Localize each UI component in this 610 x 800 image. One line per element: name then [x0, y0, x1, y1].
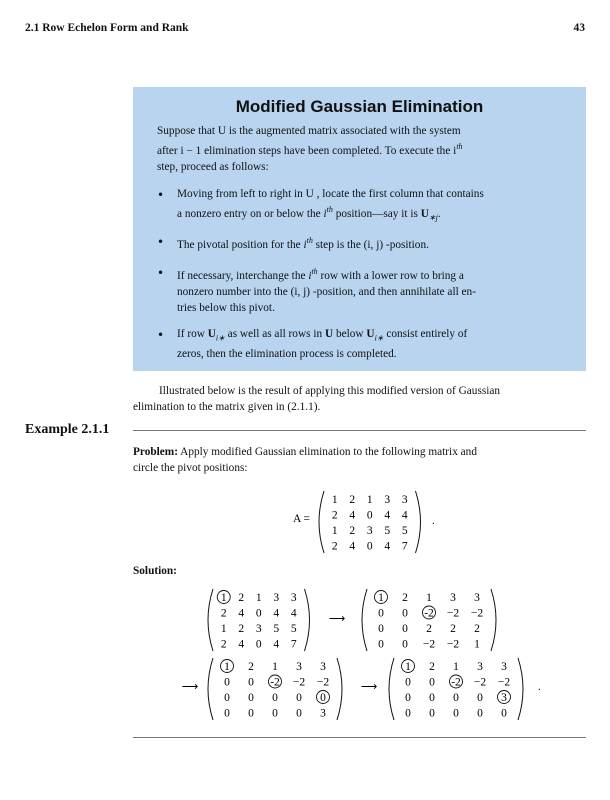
- bullet-icon: •: [157, 266, 165, 280]
- step-2-entry: 0: [378, 607, 384, 620]
- matrix-a-entry: 3: [401, 494, 408, 506]
- matrix-a-entry: 0: [366, 509, 373, 522]
- step-1-entry: 4: [238, 607, 245, 620]
- matrix-a-entry: 5: [401, 525, 408, 537]
- step-2-entry: −2: [446, 638, 460, 651]
- matrix-a-entry: 1: [366, 494, 373, 506]
- intro-line-1: Suppose that U is the augmented matrix associated with the system: [157, 125, 461, 137]
- step-3-right-paren: [337, 658, 342, 720]
- step-3-entry: 0: [248, 676, 254, 689]
- step-3-left-paren: [208, 658, 213, 720]
- step-3-entry: 3: [320, 707, 326, 720]
- solution-label: Solution:: [133, 565, 177, 577]
- page-number: 43: [573, 22, 585, 34]
- step-3-entry: 0: [224, 707, 230, 720]
- step-2-entry: 1: [426, 592, 432, 604]
- problem-label: Problem:: [133, 446, 178, 458]
- step-4-entry: 0: [405, 707, 411, 720]
- step-4-entry: 0: [453, 692, 459, 704]
- matrix-a-entry: 4: [349, 540, 356, 553]
- step-4-entry: 1: [453, 661, 459, 673]
- problem-paragraph: Problem: Apply modified Gaussian elimination to the following matrix and circle the pivot positions:: [133, 446, 477, 474]
- arrow-icon: ⟶: [360, 681, 378, 693]
- matrix-a-entry: 1: [331, 494, 338, 506]
- matrix-a-entry: 4: [384, 509, 391, 522]
- step-3-entry: 3: [320, 661, 326, 673]
- step-2-entry: 0: [378, 638, 384, 651]
- step-4-entry: -2: [451, 676, 461, 689]
- step-3-entry: 0: [224, 692, 230, 704]
- step-4-left-paren: [389, 658, 394, 720]
- step-1-entry: 1: [220, 592, 227, 604]
- example-rule: [133, 430, 586, 431]
- step-3-entry: 0: [272, 707, 278, 720]
- matrix-name: A =: [292, 513, 310, 525]
- step-2-entry: 3: [474, 592, 480, 604]
- running-header: [25, 22, 585, 38]
- arrow-icon: ⟶: [181, 681, 199, 693]
- arrow-icon: ⟶: [328, 613, 346, 625]
- step-2-entry: 0: [378, 623, 384, 635]
- step-3-entry: 1: [224, 661, 230, 673]
- step-1-entry: 3: [273, 592, 280, 604]
- step-3-entry: 0: [248, 707, 254, 720]
- step-4-entry: 3: [477, 661, 483, 673]
- step-1-entry: 4: [273, 607, 280, 620]
- step-1-entry: 7: [290, 638, 297, 651]
- matrix-a-entry: 3: [366, 525, 373, 537]
- step-4-entry: 0: [477, 707, 483, 720]
- matrix-a-entry: 4: [401, 509, 408, 522]
- definition-box: [133, 87, 586, 371]
- step-1-entry: 0: [255, 638, 262, 651]
- step-4-entry: −2: [497, 676, 511, 689]
- step-2-entry: 2: [402, 592, 408, 604]
- matrix-figure: [0, 480, 610, 720]
- step-1-entry: 2: [238, 623, 245, 635]
- step-3-entry: 1: [272, 661, 278, 673]
- step-3-entry: 0: [248, 692, 254, 704]
- step-1-entry: 2: [220, 607, 227, 620]
- matrix-a-entry: 0: [366, 540, 373, 553]
- step-1-entry: 3: [255, 623, 262, 635]
- box-title: Modified Gaussian Elimination: [235, 97, 484, 116]
- step-4-entry: 0: [429, 676, 435, 689]
- step-2-entry: 0: [402, 638, 408, 651]
- bullet-icon: •: [157, 235, 165, 249]
- step-2-entry: 1: [378, 592, 384, 604]
- step-4-entry: −2: [473, 676, 487, 689]
- step-1-entry: 4: [238, 638, 245, 651]
- step-3-entry: 2: [248, 661, 254, 673]
- step-2-entry: −2: [446, 607, 460, 620]
- example-title: Example 2.1.1: [25, 422, 110, 437]
- step-4-entry: 1: [405, 661, 411, 673]
- step-2-entry: -2: [424, 607, 434, 620]
- step-2-entry: 3: [450, 592, 456, 604]
- bullet-2: The pivotal position for the $i^{th}$ step is the (i, j) -position.: [177, 236, 429, 251]
- step-2-entry: 2: [450, 623, 456, 635]
- matrix-a-right-paren: [416, 491, 421, 553]
- step-2-entry: 1: [474, 638, 480, 651]
- matrix-a-entry: 3: [384, 494, 391, 506]
- intro-line-3: step, proceed as follows:: [157, 160, 269, 173]
- step-3-entry: 0: [296, 707, 302, 720]
- matrix-a-entry: 2: [331, 509, 338, 522]
- step-4-entry: 0: [477, 692, 483, 704]
- bullet-4: If row $U_{i∗}$ as well as all rows in U below $U_{i∗}$ consist entirely of zeros, then the elimination process is completed.: [177, 328, 468, 361]
- step-4-entry: 3: [501, 661, 507, 673]
- step-4-entry: 0: [429, 707, 435, 720]
- step-1-entry: 1: [255, 592, 262, 604]
- step-3-entry: 0: [320, 692, 326, 704]
- matrix-a-entry: 1: [331, 525, 338, 537]
- matrix-a-entry: 2: [331, 540, 338, 553]
- matrix-a-entry: 7: [401, 540, 408, 553]
- step-4-entry: 3: [501, 692, 507, 704]
- step-4-entry: 0: [453, 707, 459, 720]
- period-mark: .: [432, 515, 435, 527]
- period-mark: .: [538, 681, 541, 693]
- matrix-a-entry: 5: [384, 525, 391, 537]
- step-1-entry: 5: [290, 623, 297, 635]
- bottom-rule: [133, 737, 586, 738]
- step-2-entry: 0: [402, 623, 408, 635]
- step-4-entry: 0: [405, 692, 411, 704]
- bullet-3: If necessary, interchange the $i^{th}$ row with a lower row to bring a nonzero number into the (i, j) -position, and then annihilate all en- tries below this pivot.: [177, 267, 476, 314]
- illustrated-paragraph: Illustrated below is the result of applying this modified version of Gaussian elimination to the matrix given in (2.1.1).: [133, 385, 501, 413]
- step-2-right-paren: [491, 589, 496, 651]
- step-1-entry: 4: [290, 607, 297, 620]
- step-4-entry: 0: [501, 707, 507, 720]
- box-intro: [157, 123, 562, 175]
- step-1-entry: 0: [255, 607, 262, 620]
- step-3-entry: 0: [224, 676, 230, 689]
- step-1-right-paren: [305, 589, 310, 651]
- matrix-a-entry: 2: [349, 525, 356, 537]
- matrix-a-left-paren: [319, 491, 324, 553]
- step-3-entry: −2: [316, 676, 330, 689]
- step-4-entry: 0: [429, 692, 435, 704]
- matrix-a-entry: 4: [384, 540, 391, 553]
- step-3-entry: 0: [296, 692, 302, 704]
- step-1-entry: 3: [290, 592, 297, 604]
- step-1-entry: 2: [238, 592, 245, 604]
- intro-line-2: after i − 1 elimination steps have been completed. To execute the $i^{th}$: [157, 142, 463, 157]
- step-4-right-paren: [518, 658, 523, 720]
- section-title: 2.1 Row Echelon Form and Rank: [25, 22, 189, 34]
- step-3-entry: −2: [292, 676, 306, 689]
- matrix-a-entry: 2: [349, 494, 356, 506]
- step-2-entry: −2: [470, 607, 484, 620]
- step-2-entry: −2: [422, 638, 436, 651]
- step-2-entry: 2: [426, 623, 432, 635]
- step-1-entry: 5: [273, 623, 280, 635]
- matrix-a-entry: 4: [349, 509, 356, 522]
- step-1-left-paren: [208, 589, 213, 651]
- step-4-entry: 2: [429, 661, 435, 673]
- step-1-entry: 1: [220, 623, 227, 635]
- bullet-icon: •: [157, 328, 165, 342]
- step-1-entry: 2: [220, 638, 227, 651]
- step-1-entry: 4: [273, 638, 280, 651]
- step-3-entry: -2: [270, 676, 280, 689]
- step-4-entry: 0: [405, 676, 411, 689]
- bullet-icon: •: [157, 188, 165, 202]
- step-3-entry: 0: [272, 692, 278, 704]
- bullet-1: Moving from left to right in U , locate the first column that contains a nonzero entry on or below the $i^{th}$ position—say it is $U_{∗j}$.: [177, 188, 484, 223]
- step-2-entry: 0: [402, 607, 408, 620]
- step-2-left-paren: [362, 589, 367, 651]
- step-3-entry: 3: [296, 661, 302, 673]
- step-2-entry: 2: [474, 623, 480, 635]
